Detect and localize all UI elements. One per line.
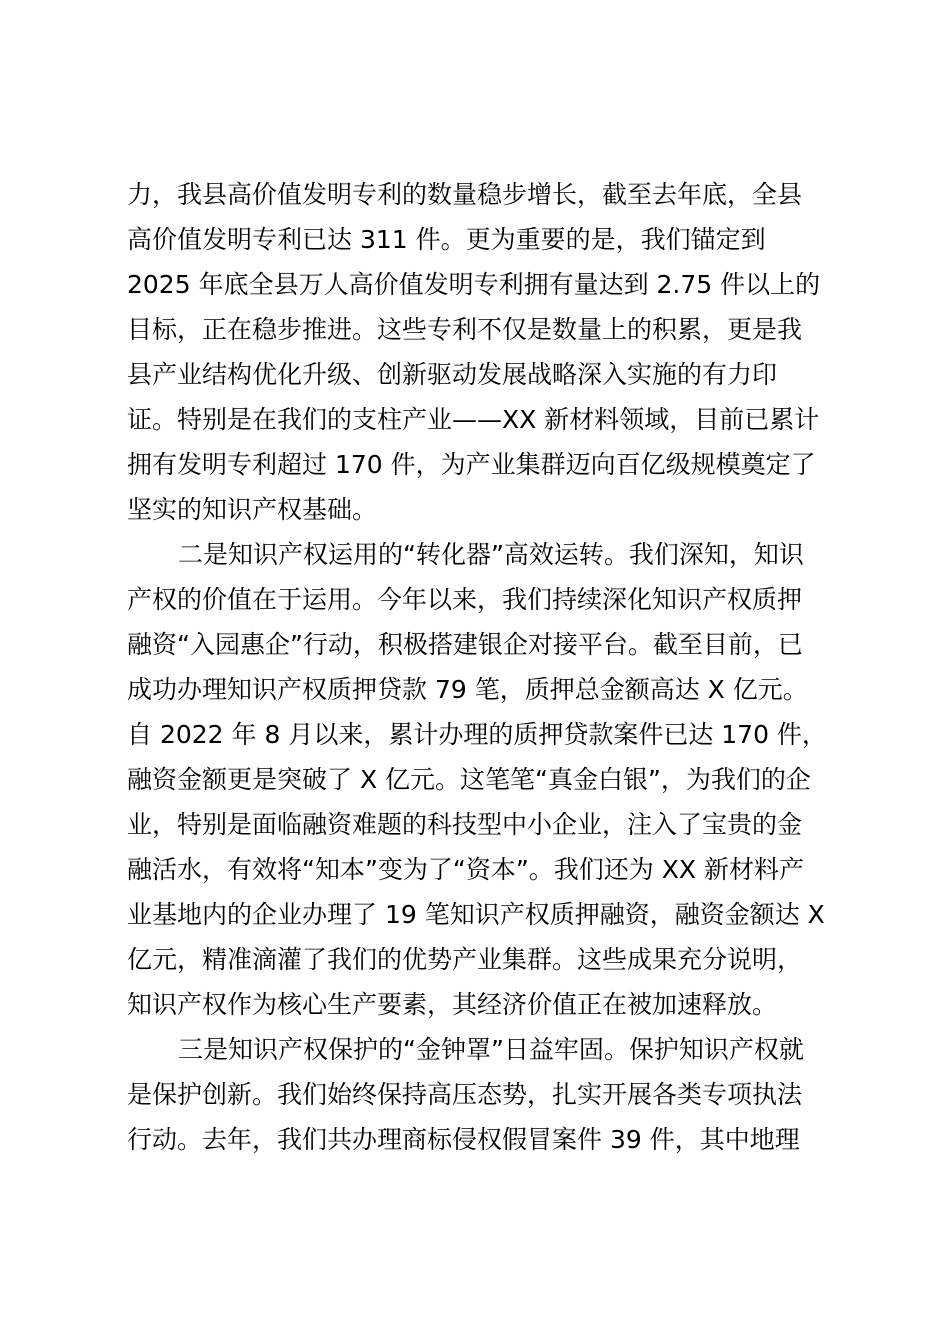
text-line: 是保护创新。我们始终保持高压态势，扎实开展各类专项执法 [127, 1080, 803, 1109]
text-line: 行动。去年，我们共办理商标侵权假冒案件 39 件，其中地理 [127, 1125, 800, 1154]
text-line: 县产业结构优化升级、创新驱动发展战略深入实施的有力印 [127, 360, 778, 389]
text-line: 融资“入园惠企”行动，积极搭建银企对接平台。截至目前，已 [127, 630, 803, 659]
text-line: 业，特别是面临融资难题的科技型中小企业，注入了宝贵的金 [127, 810, 803, 839]
text-line: 知识产权作为核心生产要素，其经济价值正在被加速释放。 [127, 990, 778, 1019]
paragraph-start-line: 三是知识产权保护的“金钟罩”日益牢固。保护知识产权就 [178, 1035, 804, 1064]
text-line: 坚实的知识产权基础。 [127, 495, 378, 524]
text-line: 融资金额更是突破了 X 亿元。这笔笔“真金白银”，为我们的企 [127, 765, 811, 794]
text-line: 成功办理知识产权质押贷款 79 笔，质押总金额高达 X 亿元。 [127, 675, 808, 704]
text-line: 自 2022 年 8 月以来，累计办理的质押贷款案件已达 170 件， [127, 720, 827, 749]
paragraph-start-line: 二是知识产权运用的“转化器”高效运转。我们深知，知识 [178, 540, 804, 569]
text-line: 亿元，精准滴灌了我们的优势产业集群。这些成果充分说明， [127, 945, 803, 974]
text-line: 业基地内的企业办理了 19 笔知识产权质押融资，融资金额达 X [127, 900, 825, 929]
text-line: 2025 年底全县万人高价值发明专利拥有量达到 2.75 件以上的 [127, 270, 821, 299]
text-line: 高价值发明专利已达 311 件。更为重要的是，我们锚定到 [127, 225, 766, 254]
body-text [127, 172, 847, 1162]
text-line: 拥有发明专利超过 170 件，为产业集群迈向百亿级规模奠定了 [127, 450, 816, 479]
text-line: 证。特别是在我们的支柱产业——XX 新材料领域，目前已累计 [127, 405, 820, 434]
text-line: 力，我县高价值发明专利的数量稳步增长，截至去年底，全县 [127, 180, 803, 209]
text-line: 目标，正在稳步推进。这些专利不仅是数量上的积累，更是我 [127, 315, 803, 344]
text-line: 产权的价值在于运用。今年以来，我们持续深化知识产权质押 [127, 585, 803, 614]
text-line: 融活水，有效将“知本”变为了“资本”。我们还为 XX 新材料产 [127, 855, 804, 884]
